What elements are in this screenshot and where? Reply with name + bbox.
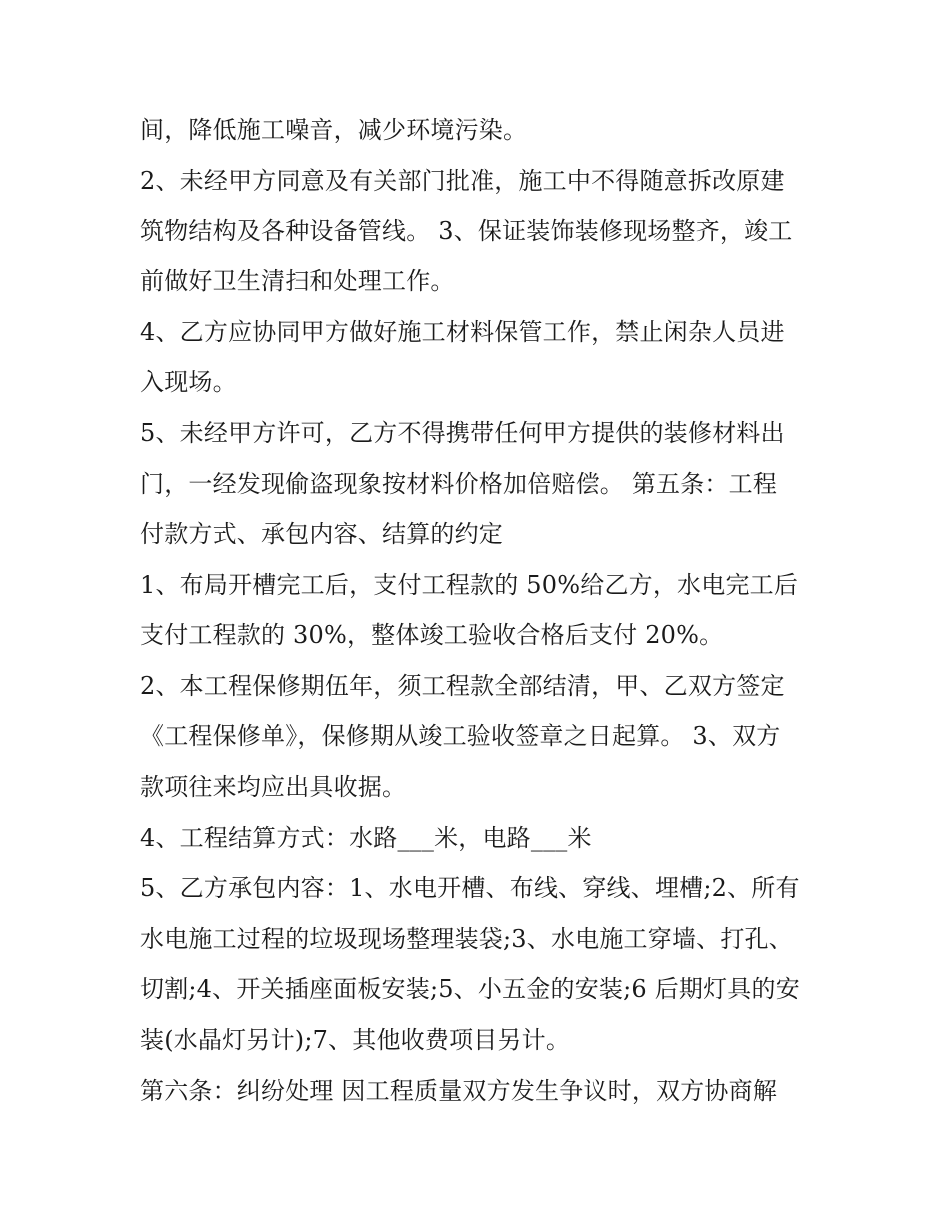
text-line: 装(水晶灯另计);7、其他收费项目另计。 bbox=[140, 1026, 571, 1054]
text-line: 5、未经甲方许可，乙方不得携带任何甲方提供的装修材料出 bbox=[140, 419, 785, 447]
text-line: 2、本工程保修期伍年，须工程款全部结清，甲、乙双方签定 bbox=[140, 672, 785, 700]
text-line: 《工程保修单》，保修期从竣工验收签章之日起算。 3、双方 bbox=[140, 722, 781, 750]
text-line: 第六条：纠纷处理 因工程质量双方发生争议时，双方协商解 bbox=[140, 1077, 778, 1105]
text-line: 1、布局开槽完工后，支付工程款的 50%给乙方，水电完工后 bbox=[140, 571, 799, 599]
text-line: 2、未经甲方同意及有关部门批准，施工中不得随意拆改原建 bbox=[140, 167, 785, 195]
text-line: 支付工程款的 30%，整体竣工验收合格后支付 20%。 bbox=[140, 621, 724, 649]
text-line: 筑物结构及各种设备管线。 3、保证装饰装修现场整齐，竣工 bbox=[140, 217, 793, 245]
text-line: 门，一经发现偷盗现象按材料价格加倍赔偿。 第五条：工程 bbox=[140, 470, 778, 498]
text-line: 前做好卫生清扫和处理工作。 bbox=[140, 267, 455, 295]
text-line: 入现场。 bbox=[140, 368, 237, 396]
text-line: 5、乙方承包内容：1、水电开槽、布线、穿线、埋槽;2、所有 bbox=[140, 874, 800, 902]
text-line: 4、乙方应协同甲方做好施工材料保管工作，禁止闲杂人员进 bbox=[140, 318, 785, 346]
text-line: 付款方式、承包内容、结算的约定 bbox=[140, 520, 503, 548]
text-line: 款项往来均应出具收据。 bbox=[140, 773, 407, 801]
text-line: 4、工程结算方式：水路___米，电路___米 bbox=[140, 824, 592, 852]
text-line: 水电施工过程的垃圾现场整理装袋;3、水电施工穿墙、打孔、 bbox=[140, 925, 793, 953]
text-line: 间，降低施工噪音，减少环境污染。 bbox=[140, 116, 528, 144]
text-line: 切割;4、开关插座面板安装;5、小五金的安装;6 后期灯具的安 bbox=[140, 975, 800, 1003]
